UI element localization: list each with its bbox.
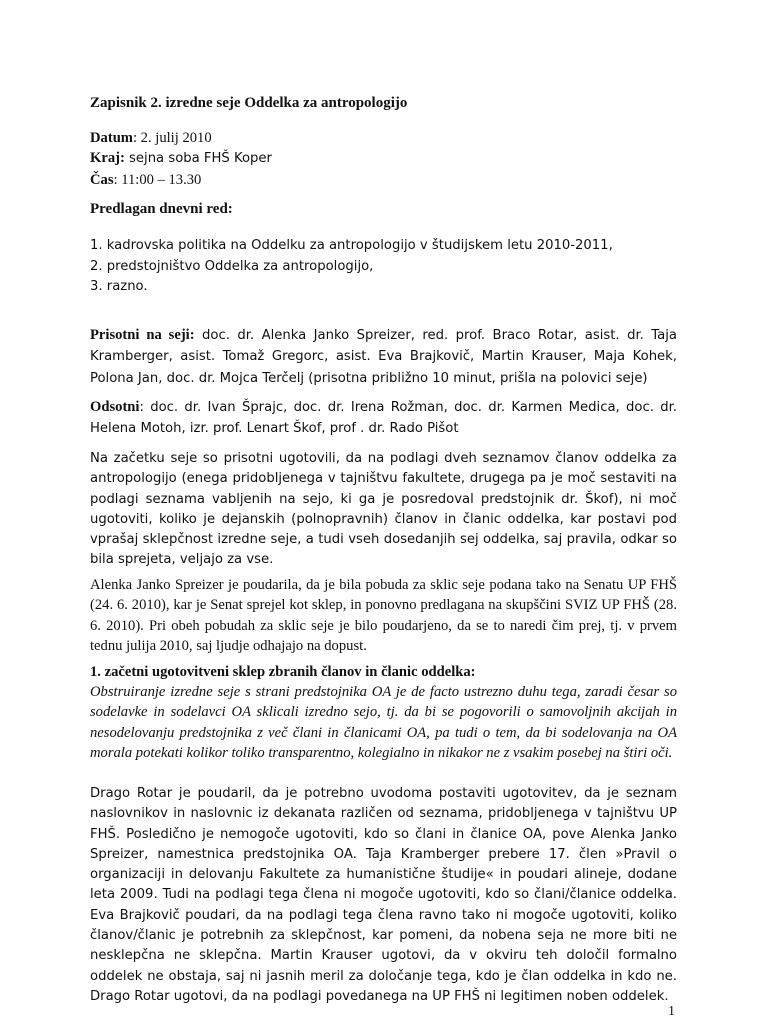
section-1-quote: Obstruiranje izredne seje s strani predstojnika OA je de facto ustrezno duhu tega, zaradi česar so sodelavke in sodelavci OA sklicali izredno sejo, tj. da bi se pogovorili o samovoljnih akcijah in nesodelovanju predstojnika z več člani in članicami OA, pa tudi o tem, da bi sodelovanja na OA morala potekati kolikor toliko transparentno, kolegialno in nikakor ne z vsakim posebej na štiri oči. xyxy=(90,684,677,761)
place-label: Kraj: xyxy=(90,150,125,167)
paragraph-opening: Na začetku seje so prisotni ugotovili, da na podlagi dveh seznamov članov oddelka za antropologijo (enega pridobljenega v tajništvu fakultete, drugega pa je moč sestaviti na podlagi seznama vabljenih na sejo, ki ga je posredoval predstojnik dr. Škof), ni moč ugotoviti, koliko je dejanskih (polnopravnih) članov in članic oddelka, kar postavi pod vprašaj sklepčnost izredne seje, a tudi vseh dosedanjih sej oddelka, saj pravila, odkar so bila sprejeta, veljajo za vse. xyxy=(90,451,677,568)
place-value: sejna soba FHŠ Koper xyxy=(124,151,272,167)
paragraph-discussion: Drago Rotar je poudaril, da je potrebno uvodoma postaviti ugotovitev, da je seznam naslovnikov in naslovnic iz dekanata različen od seznama, pridobljenega v tajništvu UP FHŠ. Posledično je nemogoče ugotoviti, kdo so člani in članice OA, pove Alenka Janko Spreizer, namestnica predstojnika OA. Taja Kramberger prebere 17. člen »Pravil o organizaciji in delovanju Fakultete za humanistične študije« in poudari alineje, dodane leta 2009. Tudi na podlagi tega člena ni mogoče ugotoviti, kdo so člani/članice oddelka. Eva Brajkovič poudari, da na podlagi tega člena ravno tako ni mogoče ugotoviti, koliko članov/članic je potrebnih za sklepčnost, kar pomeni, da nobena seja ne more biti ne nesklepčna ne sklepčna. Martin Krauser ugotovi, da v okviru teh določil formalno oddelek ne obstaja, saj ni jasnih meril za določanje tega, kdo je član oddelka in kdo ne. Drago Rotar ugotovi, da na podlagi povedanega na UP FHŠ ni legitimen noben oddelek. xyxy=(90,786,677,1004)
agenda-item: 2. predstojništvo Oddelka za antropologijo, xyxy=(90,258,374,274)
absent-text: : doc. dr. Ivan Šprajc, doc. dr. Irena Rožman, doc. dr. Karmen Medica, doc. dr. Helena Motoh, izr. prof. Lenart Škof, prof . dr. Rado Pišot xyxy=(90,400,677,437)
meta-time xyxy=(90,170,677,190)
document-title: Zapisnik 2. izredne seje Oddelka za antropologijo xyxy=(90,95,408,111)
meta-place xyxy=(90,148,677,169)
page-number: 1 xyxy=(668,1004,675,1019)
date-label: Datum xyxy=(90,130,133,146)
date-value: : 2. julij 2010 xyxy=(132,130,212,146)
time-label: Čas xyxy=(90,171,114,188)
present-text: doc. dr. Alenka Janko Spreizer, red. prof. Braco Rotar, asist. dr. Taja Kramberger, asist. Tomaž Gregorc, asist. Eva Brajkovič, Martin Krauser, Maja Kohek, Polona Jan, doc. dr. Mojca Terčelj (prisotna približno 10 minut, prišla na polovici seje) xyxy=(90,328,677,386)
section-1-heading: 1. začetni ugotovitveni sklep zbranih članov in članic oddelka: xyxy=(90,664,476,680)
attendees-absent xyxy=(90,397,677,440)
absent-label: Odsotni xyxy=(90,399,140,415)
paragraph-initiative: Alenka Janko Spreizer je poudarila, da je bila pobuda za sklic seje podana tako na Senatu UP FHŠ (24. 6. 2010), kar je Senat sprejel kot sklep, in ponovno predlagana na skupščini SVIZ UP FHŠ (28. 6. 2010). Pri obeh pobudah za sklic seje je bilo poudarjeno, da se to naredi čim prej, tj. v prvem tednu julija 2010, saj ljudje odhajajo na dopust. xyxy=(90,577,677,654)
attendees-present xyxy=(90,325,677,389)
present-label: Prisotni na seji: xyxy=(90,327,195,343)
agenda-list xyxy=(90,236,677,298)
time-value: : 11:00 – 13.30 xyxy=(113,171,202,188)
agenda-heading: Predlagan dnevni red: xyxy=(90,201,233,217)
meta-date xyxy=(90,128,677,148)
meeting-meta xyxy=(90,128,677,190)
agenda-item: 1. kadrovska politika na Oddelku za antropologijo v študijskem letu 2010-2011, xyxy=(90,238,613,253)
agenda-item: 3. razno. xyxy=(90,279,148,294)
